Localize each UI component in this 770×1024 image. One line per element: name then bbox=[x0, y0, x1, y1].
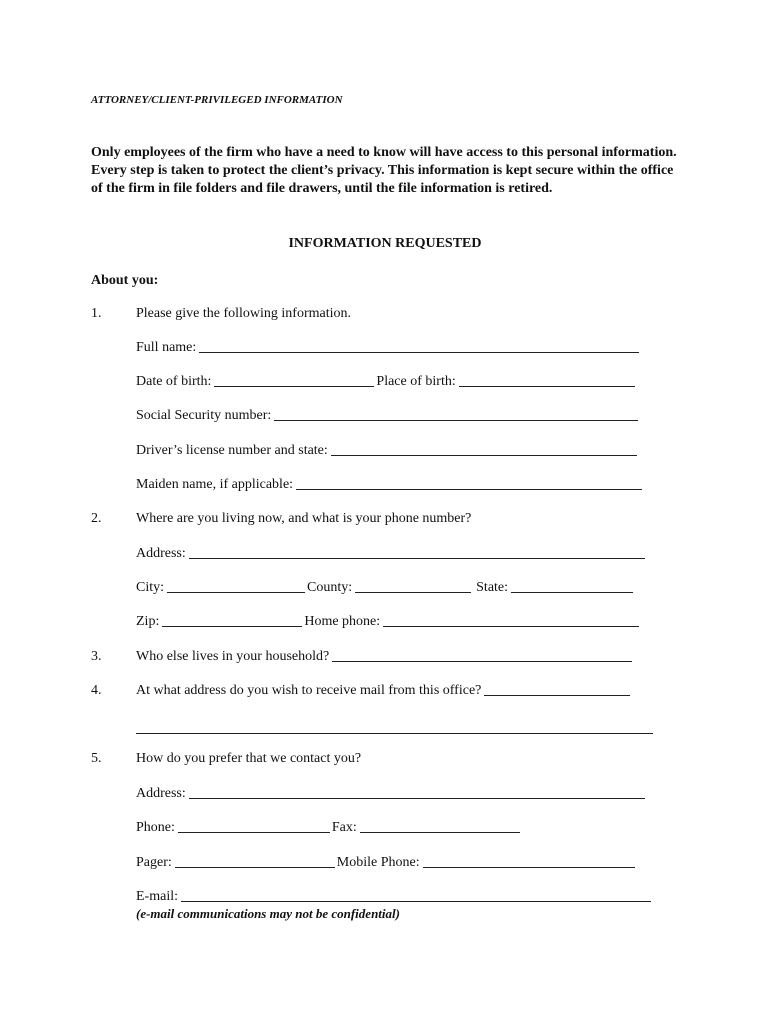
phone-label: Phone: bbox=[136, 820, 175, 835]
state-label: State: bbox=[476, 580, 509, 595]
home-phone-label: Home phone: bbox=[304, 614, 381, 629]
question-2-number: 2. bbox=[91, 511, 102, 526]
email-confidentiality-note: (e-mail communications may not be confidential) bbox=[136, 906, 400, 921]
zip-field[interactable] bbox=[162, 614, 302, 627]
mail-address-field-line-2[interactable] bbox=[136, 733, 653, 734]
section-title: INFORMATION REQUESTED bbox=[288, 236, 482, 251]
city-field[interactable] bbox=[167, 580, 305, 593]
pager-row bbox=[136, 855, 637, 871]
county-field[interactable] bbox=[355, 580, 471, 593]
birth-row bbox=[136, 374, 637, 390]
household-field[interactable] bbox=[332, 649, 632, 662]
dl-label: Driver’s license number and state: bbox=[136, 443, 328, 458]
address-row bbox=[136, 546, 647, 562]
question-3-number: 3. bbox=[91, 649, 102, 664]
contact-address-field[interactable] bbox=[189, 786, 645, 799]
fax-field[interactable] bbox=[360, 820, 520, 833]
question-4-number: 4. bbox=[91, 683, 102, 698]
pager-label: Pager: bbox=[136, 855, 172, 870]
email-label: E-mail: bbox=[136, 889, 178, 904]
dl-field[interactable] bbox=[331, 443, 637, 456]
city-row bbox=[136, 580, 635, 596]
ssn-label: Social Security number: bbox=[136, 408, 272, 423]
question-1-number: 1. bbox=[91, 306, 102, 321]
email-field[interactable] bbox=[181, 889, 651, 902]
city-label: City: bbox=[136, 580, 165, 595]
about-you-heading: About you: bbox=[91, 273, 159, 288]
question-5-number: 5. bbox=[91, 751, 102, 766]
ssn-field[interactable] bbox=[274, 408, 638, 421]
pob-label: Place of birth: bbox=[376, 374, 456, 389]
household-row bbox=[136, 649, 634, 665]
maiden-row bbox=[136, 477, 644, 493]
privilege-header: ATTORNEY/CLIENT-PRIVILEGED INFORMATION bbox=[91, 94, 343, 106]
full-name-label: Full name: bbox=[136, 340, 197, 355]
dob-field[interactable] bbox=[214, 374, 374, 387]
state-field[interactable] bbox=[511, 580, 633, 593]
address-field[interactable] bbox=[189, 546, 645, 559]
mail-address-field[interactable] bbox=[484, 683, 630, 696]
phone-row bbox=[136, 820, 522, 836]
ssn-row bbox=[136, 408, 640, 424]
contact-address-label: Address: bbox=[136, 786, 186, 801]
question-4-text: At what address do you wish to receive mail from this office? bbox=[136, 683, 482, 698]
pob-field[interactable] bbox=[459, 374, 635, 387]
email-row bbox=[136, 889, 653, 905]
home-phone-field[interactable] bbox=[383, 614, 639, 627]
full-name-row bbox=[136, 340, 641, 356]
contact-address-row bbox=[136, 786, 647, 802]
question-1-text: Please give the following information. bbox=[136, 306, 352, 321]
privacy-notice: Only employees of the firm who have a need to know will have access to this personal information. Every step is taken to protect the client’s privacy. This information is kept secure within the office of the firm in file folders and file drawers, until the file information is retired. bbox=[91, 145, 677, 196]
maiden-label: Maiden name, if applicable: bbox=[136, 477, 294, 492]
dl-row bbox=[136, 443, 639, 459]
question-5-text: How do you prefer that we contact you? bbox=[136, 751, 362, 766]
full-name-field[interactable] bbox=[199, 340, 639, 353]
county-label: County: bbox=[307, 580, 353, 595]
question-2-text: Where are you living now, and what is your phone number? bbox=[136, 511, 472, 526]
fax-label: Fax: bbox=[331, 820, 357, 835]
question-3-text: Who else lives in your household? bbox=[136, 649, 330, 664]
pager-field[interactable] bbox=[175, 855, 335, 868]
mobile-phone-field[interactable] bbox=[423, 855, 635, 868]
mail-address-row bbox=[136, 683, 632, 699]
address-label: Address: bbox=[136, 546, 186, 561]
zip-label: Zip: bbox=[136, 614, 160, 629]
mobile-phone-label: Mobile Phone: bbox=[336, 855, 420, 870]
dob-label: Date of birth: bbox=[136, 374, 212, 389]
phone-field[interactable] bbox=[178, 820, 330, 833]
zip-row bbox=[136, 614, 641, 630]
maiden-field[interactable] bbox=[296, 477, 642, 490]
